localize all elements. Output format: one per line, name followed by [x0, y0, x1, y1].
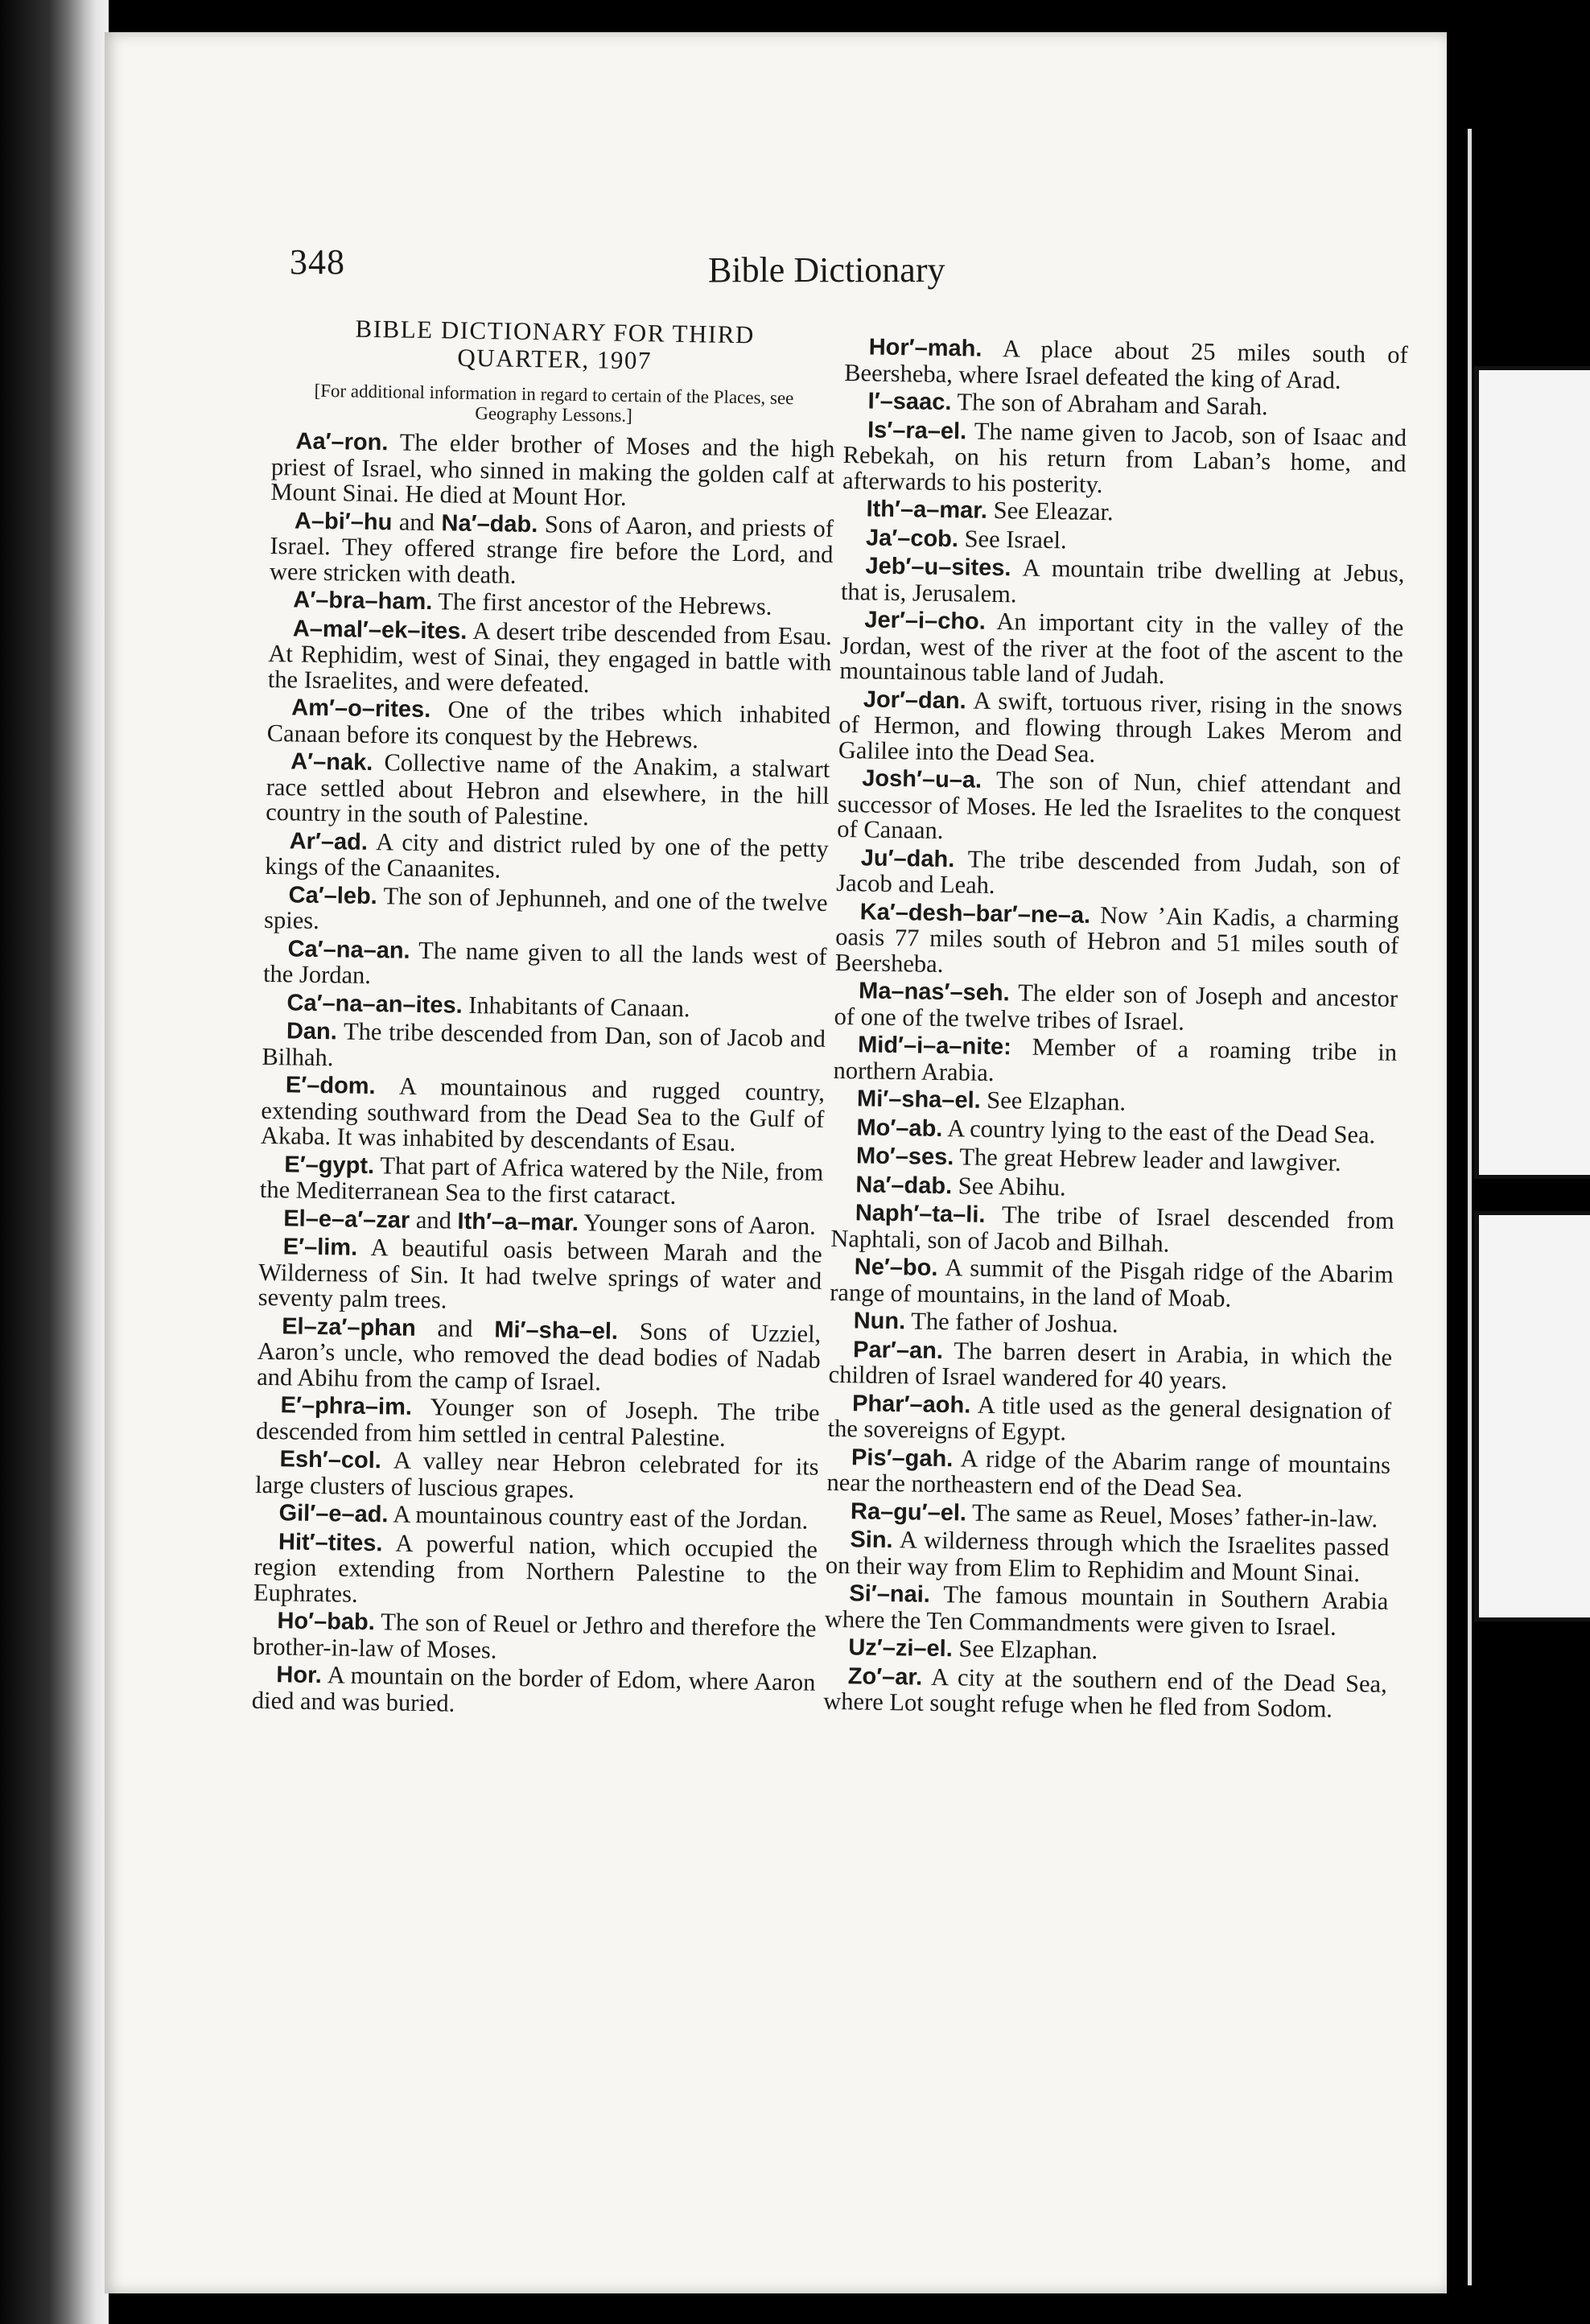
entry-definition: A ridge of the Abarim range of mountains near the northeastern end of the Dead Sea.: [826, 1444, 1391, 1502]
dictionary-entry: [253, 1608, 817, 1668]
entry-headword: A′–bra–ham.: [293, 587, 433, 616]
entry-headword: Na′–dab.: [855, 1171, 953, 1199]
entry-headword: Am′–o–rites.: [291, 694, 431, 723]
dictionary-entry: [253, 1528, 818, 1613]
entry-definition: Member of a roaming tribe in northern Arabia.: [833, 1032, 1398, 1086]
entry-definition: A valley near Hebron celebrated for its large clusters of luscious grapes.: [254, 1446, 819, 1503]
entry-definition: A title used as the general designation of the sovereigns of Egypt.: [827, 1391, 1392, 1446]
entry-definition: The famous mountain in Southern Arabia where the Ten Commandments were given to Israel.: [824, 1580, 1389, 1641]
entry-headword: Esh′–col.: [279, 1446, 382, 1474]
entry-definition: Inhabitants of Canaan.: [468, 991, 690, 1022]
entry-definition: Sons of Aaron, and priests of Israel. They offered strange fire before the Lord, and were stricken with death.: [269, 509, 834, 589]
entry-headword: A–mal′–ek–ites.: [292, 615, 468, 645]
entry-headword: Dan.: [286, 1018, 338, 1045]
entry-definition: See Elzaphan.: [958, 1634, 1098, 1665]
entry-headword: Aa′–ron.: [295, 428, 389, 456]
entry-headword: Sin.: [850, 1527, 893, 1554]
dictionary-entry: [268, 615, 832, 700]
dictionary-entry: [830, 1200, 1394, 1260]
entry-definition: The barren desert in Arabia, in which the children of Israel wandered for 40 years.: [828, 1336, 1393, 1395]
dictionary-entry: [263, 935, 827, 995]
running-head: Bible Dictionary: [708, 250, 945, 290]
entry-definition: Sons of Uzziel, Aaron’s uncle, who removed the dead bodies of Nadab and Abihu from the camp of Israel.: [256, 1317, 822, 1396]
entry-headword: Ne′–bo.: [854, 1254, 938, 1281]
entry-headword: E′–gypt.: [284, 1151, 375, 1179]
entry-definition: The son of Nun, chief attendant and successor of Moses. He led the Israelites to the conquest of Canaan.: [837, 766, 1402, 844]
entry-headword: Phar′–aoh.: [851, 1390, 971, 1419]
entry-headword: Ca′–leb.: [288, 881, 378, 909]
entry-definition: See Elzaphan.: [987, 1086, 1127, 1116]
entry-headword: Ca′–na–an–ites.: [286, 989, 463, 1019]
entry-definition: A city at the southern end of the Dead Sea, where Lot sought refuge when he fled from Sodom.: [823, 1663, 1388, 1723]
dictionary-entry: [842, 416, 1407, 501]
entry-conjunction: and: [415, 1205, 452, 1234]
entry-headword: Ho′–bab.: [277, 1608, 376, 1636]
dictionary-entry: [825, 1580, 1389, 1641]
dictionary-entry: [837, 765, 1401, 851]
entry-definition: The son of Reuel or Jethro and therefore the brother-in-law of Moses.: [252, 1608, 817, 1664]
entry-definition: One of the tribes which inhabited Canaan before its conquest by the Hebrews.: [266, 695, 831, 753]
dictionary-entry: [265, 827, 829, 888]
left-entry-list: [252, 428, 835, 1722]
entry-definition: A powerful nation, which occupied the region extending from Northern Palestine to the Euphrates.: [253, 1529, 818, 1608]
entry-definition: Collective name of the Anakim, a stalwart race settled about Hebron and elsewhere, in the hill country in the south of Palestine.: [266, 748, 830, 831]
entry-definition: A desert tribe descended from Esau. At Rephidim, west of Sinai, they engaged in battle with the Israelites, and were defeated.: [267, 616, 833, 698]
dictionary-entry: [266, 748, 830, 834]
dictionary-entry: [826, 1527, 1390, 1587]
entry-headword: El–za′–phan: [281, 1312, 416, 1341]
entry-headword: Uz′–zi–el.: [848, 1634, 954, 1663]
entry-definition: A summit of the Pisgah ridge of the Abarim range of mountains, in the land of Moab.: [830, 1254, 1394, 1312]
dictionary-entry: [830, 1254, 1394, 1314]
entry-definition: The same as Reuel, Moses’ father-in-law.: [971, 1498, 1378, 1533]
dictionary-entry: [262, 1018, 826, 1078]
entry-headword: Mid′–i–a–nite:: [857, 1032, 1012, 1061]
entry-headword: Mo′–ses.: [855, 1143, 954, 1171]
entry-definition: A mountain tribe dwelling at Jebus, that is, Jerusalem.: [840, 554, 1405, 608]
entry-conjunction: and: [437, 1313, 473, 1342]
entry-headword: Mi′–sha–el.: [856, 1086, 981, 1114]
dictionary-entry: [839, 607, 1403, 692]
section-title: [273, 314, 837, 377]
entry-headword: Ju′–dah.: [860, 844, 955, 872]
entry-headword: Zo′–ar.: [847, 1663, 923, 1691]
entry-headword: Si′–nai.: [849, 1580, 931, 1608]
entry-headword: A–bi′–hu: [294, 507, 393, 535]
dictionary-entry: [834, 978, 1398, 1038]
book-spine-shadow: [0, 0, 109, 2324]
dictionary-entry: [836, 844, 1400, 904]
entry-headword: I′–saac.: [867, 388, 952, 416]
entry-headword: Jor′–dan.: [863, 686, 966, 714]
dictionary-entry: [257, 1312, 821, 1398]
entry-definition: The name given to all the lands west of the Jordan.: [262, 936, 827, 989]
entry-headword-secondary: Mi′–sha–el.: [494, 1316, 619, 1345]
facing-page-box-top: [1474, 366, 1590, 1179]
entry-definition: The son of Abraham and Sarah.: [957, 388, 1268, 421]
entry-definition: A city and district ruled by one of the petty kings of the Canaanites.: [264, 827, 829, 884]
entry-headword: Josh′–u–a.: [862, 765, 982, 793]
entry-definition: A swift, tortuous river, rising in the snows of Hermon, and flowing through Lakes Merom and Galilee into the Dead Sea.: [838, 686, 1403, 768]
section-note: [For additional information in regard to certain of the Places, see Geography Lessons.]: [314, 380, 794, 426]
entry-headword: Ma–nas′–seh.: [858, 978, 1010, 1007]
dictionary-entry: [834, 898, 1398, 983]
entry-headword: Hor′–mah.: [868, 334, 982, 362]
entry-headword: Ka′–desh–bar′–ne–a.: [859, 898, 1091, 929]
dictionary-entry: [838, 686, 1403, 771]
entry-headword: E′–phra–im.: [280, 1392, 413, 1420]
entry-definition: The tribe descended from Dan, son of Jacob and Bilhah.: [262, 1017, 826, 1071]
entry-definition: The tribe of Israel descended from Naphtali, son of Jacob and Bilhah.: [830, 1201, 1395, 1257]
entry-definition: The first ancestor of the Hebrews.: [438, 587, 772, 620]
dictionary-entry: [260, 1151, 824, 1211]
dictionary-entry: [270, 428, 834, 513]
dictionary-entry: [841, 553, 1405, 613]
entry-definition: That part of Africa watered by the Nile, from the Mediterranean Sea to the first cataract.: [259, 1151, 824, 1209]
entry-definition: A mountainous and rugged country, extending southward from the Dead Sea to the Gulf of Akaba. It was inhabited by descendants of Esau.: [260, 1072, 826, 1157]
entry-definition: The father of Joshua.: [910, 1307, 1118, 1338]
left-column: [252, 314, 837, 1724]
facing-page-box-bottom: [1474, 1211, 1590, 1621]
entry-headword: Ra–gu′–el.: [850, 1498, 967, 1527]
dictionary-entry: [255, 1446, 819, 1506]
entry-headword: E′–dom.: [285, 1072, 376, 1100]
entry-definition: Younger son of Joseph. The tribe descended from him settled in central Palestine.: [255, 1393, 820, 1452]
dictionary-entry: [844, 334, 1408, 394]
entry-definition: A beautiful oasis between Marah and the Wilderness of Sin. It had twelve springs of water and seventy palm trees.: [257, 1234, 822, 1314]
entry-headword: Ar′–ad.: [289, 827, 369, 855]
entry-headword: El–e–a′–zar: [283, 1205, 410, 1234]
dictionary-entry: [270, 507, 834, 592]
entry-definition: The elder son of Joseph and ancestor of one of the twelve tribes of Israel.: [834, 979, 1398, 1036]
entry-definition: See Israel.: [964, 524, 1067, 554]
entry-definition: A mountain on the border of Edom, where Aaron died and was buried.: [251, 1661, 816, 1717]
dictionary-entry: [261, 1072, 825, 1157]
entry-headword: Ith′–a–mar.: [866, 496, 988, 524]
entry-headword: Jeb′–u–sites.: [865, 553, 1011, 582]
entry-definition: The name given to Jacob, son of Isaac and Rebekah, on his return from Laban’s home, and afterwards to his posterity.: [842, 417, 1407, 498]
dictionary-entry: [264, 881, 828, 942]
entry-headword: Gil′–e–ad.: [278, 1500, 389, 1528]
entry-headword-secondary: Ith′–a–mar.: [457, 1208, 579, 1236]
entry-definition: The elder brother of Moses and the high priest of Israel, who sinned in making the golden calf at Mount Sinai. He died at Mount Hor.: [270, 428, 835, 511]
entry-definition: Now ’Ain Kadis, a charming oasis 77 miles south of Hebron and 51 miles south of Beersheba.: [834, 900, 1399, 978]
entry-definition: See Eleazar.: [993, 496, 1114, 526]
dictionary-entry: [267, 694, 831, 755]
entry-definition: Younger sons of Aaron.: [583, 1208, 817, 1240]
section-title-line-1: BIBLE DICTIONARY FOR THIRD: [355, 314, 756, 349]
dictionary-entry: [258, 1234, 822, 1319]
entry-headword: Nun.: [853, 1308, 906, 1335]
page-edge: [1468, 129, 1472, 2285]
entry-definition: The son of Jephunneh, and one of the twelve spies.: [263, 881, 828, 934]
entry-headword: Hit′–tites.: [278, 1528, 383, 1556]
entry-headword: Par′–an.: [852, 1336, 944, 1364]
section-title-line-2: QUARTER, 1907: [457, 343, 653, 375]
entry-headword: Ja′–cob.: [865, 524, 959, 552]
entry-headword: Pis′–gah.: [851, 1444, 954, 1472]
entry-definition: A place about 25 miles south of Beersheba, where Israel defeated the king of Arad.: [843, 335, 1408, 394]
entry-definition: See Abihu.: [958, 1171, 1066, 1201]
entry-headword: Jer′–i–cho.: [864, 607, 987, 635]
entry-definition: An important city in the valley of the Jordan, west of the river at the foot of the ascent to the mountainous table land of Judah.: [839, 608, 1404, 690]
entry-definition: The great Hebrew leader and lawgiver.: [959, 1143, 1341, 1176]
entry-headword: Is′–ra–el.: [867, 416, 967, 444]
right-entry-list: [823, 334, 1408, 1723]
entry-headword: Mo′–ab.: [856, 1114, 943, 1142]
entry-headword: A′–nak.: [290, 748, 373, 777]
dictionary-entry: [828, 1336, 1392, 1396]
dictionary-entry: [833, 1032, 1397, 1092]
entry-definition: The tribe descended from Judah, son of Jacob and Leah.: [836, 844, 1400, 900]
right-column: [823, 334, 1408, 1725]
entry-headword: Hor.: [276, 1662, 323, 1689]
entry-conjunction: and: [398, 507, 435, 536]
entry-headword: Ca′–na–an.: [287, 935, 410, 964]
entry-headword: Naph′–ta–li.: [855, 1200, 986, 1228]
entry-definition: A wilderness through which the Israelites passed on their way from Elim to Rephidim and Mount Sinai.: [825, 1526, 1390, 1587]
entry-definition: A country lying to the east of the Dead Sea.: [947, 1114, 1376, 1148]
entry-headword-secondary: Na′–dab.: [441, 509, 538, 538]
entry-headword: E′–lim.: [282, 1234, 358, 1261]
entry-definition: A mountainous country east of the Jordan.: [393, 1500, 809, 1535]
page-number: 348: [290, 242, 345, 282]
dictionary-entry: [256, 1392, 820, 1452]
dictionary-entry: [252, 1662, 816, 1722]
dictionary-entry: [823, 1663, 1387, 1723]
dictionary-entry: [826, 1444, 1390, 1504]
dictionary-entry: [827, 1390, 1391, 1450]
